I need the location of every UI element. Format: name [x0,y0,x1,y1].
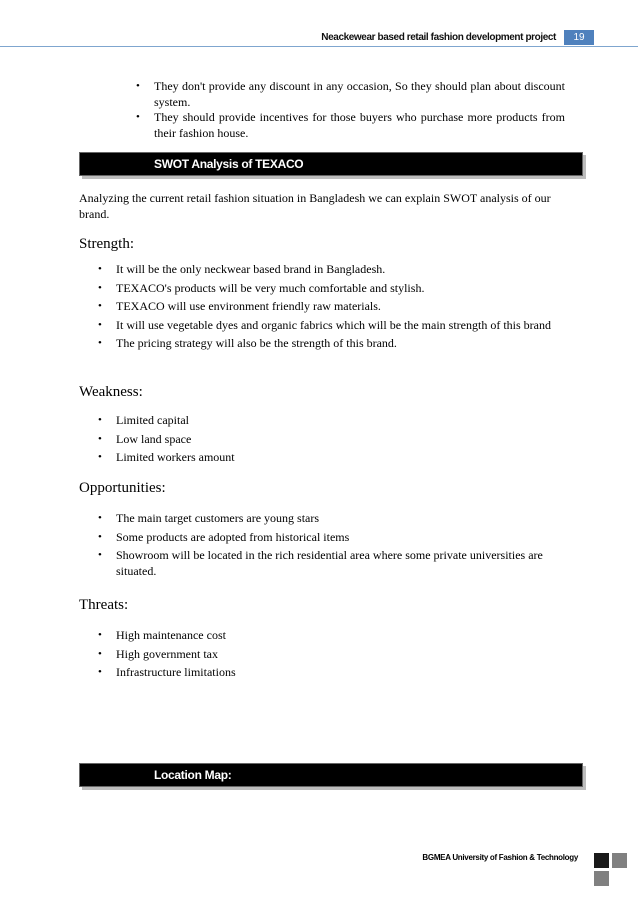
top-bullet-list [136,79,565,141]
list-item: • Showroom will be located in the rich residential area where some private universities are situated. [98,548,543,578]
list-item: • Some products are adopted from historical items [98,529,350,544]
list-item: • Limited workers amount [98,450,235,464]
list-item: • The pricing strategy will also be the strength of this brand. [98,336,397,350]
list-item: • High maintenance cost [98,628,226,642]
bullet-icon: • [98,432,102,445]
bullet-icon: • [98,666,102,678]
threats-list [98,628,566,684]
list-item: • TEXACO's products will be very much comfortable and stylish. [98,280,425,295]
strength-list [98,262,566,355]
list-item: • Infrastructure limitations [98,665,236,679]
threats-heading: Threats: [79,597,129,613]
bullet-icon: • [98,300,102,312]
footer-square-gray-icon [594,871,609,886]
footer-square-dark-icon [594,853,609,868]
location-section-title: Location Map: [154,768,232,782]
bullet-icon: • [98,549,102,561]
bullet-icon: • [98,263,102,275]
bullet-icon: • [98,414,102,426]
bullet-icon: • [98,629,102,641]
swot-section-band [79,152,583,176]
bullet-icon: • [136,111,140,123]
bullet-icon: • [98,512,102,524]
running-header-title: Neackewear based retail fashion development project [321,32,556,43]
swot-section-title: SWOT Analysis of TEXACO [154,157,304,171]
bullet-icon: • [98,647,102,660]
bullet-icon: • [98,281,102,294]
bullet-icon: • [98,337,102,349]
strength-heading: Strength: [79,236,134,252]
bullet-icon: • [98,530,102,543]
list-item: • They don't provide any discount in any occasion, So they should plan about discount system. [136,79,565,109]
list-item: • They should provide incentives for those buyers who purchase more products from their fashion house. [136,110,565,140]
bullet-icon: • [98,318,102,331]
weakness-heading: Weakness: [79,384,143,400]
intro-paragraph: Analyzing the current retail fashion situation in Bangladesh we can explain SWOT analysis of our brand. [79,191,551,221]
list-item: • The main target customers are young stars [98,511,320,525]
list-item: • Low land space [98,431,192,446]
list-item: • TEXACO will use environment friendly raw materials. [98,299,381,313]
opportunities-list [98,511,566,582]
page-number-badge: 19 [564,30,594,45]
header-rule [0,46,638,47]
list-item: • It will be the only neckwear based brand in Bangladesh. [98,262,386,276]
weakness-list [98,413,566,469]
location-section-band [79,763,583,787]
footer-square-gray-icon [612,853,627,868]
list-item: • Limited capital [98,413,189,427]
footer-university-name: BGMEA University of Fashion & Technology [422,853,578,862]
bullet-icon: • [98,451,102,463]
list-item: • It will use vegetable dyes and organic fabrics which will be the main strength of this brand [98,317,551,332]
bullet-icon: • [136,80,140,92]
opportunities-heading: Opportunities: [79,480,166,496]
list-item: • High government tax [98,646,218,661]
